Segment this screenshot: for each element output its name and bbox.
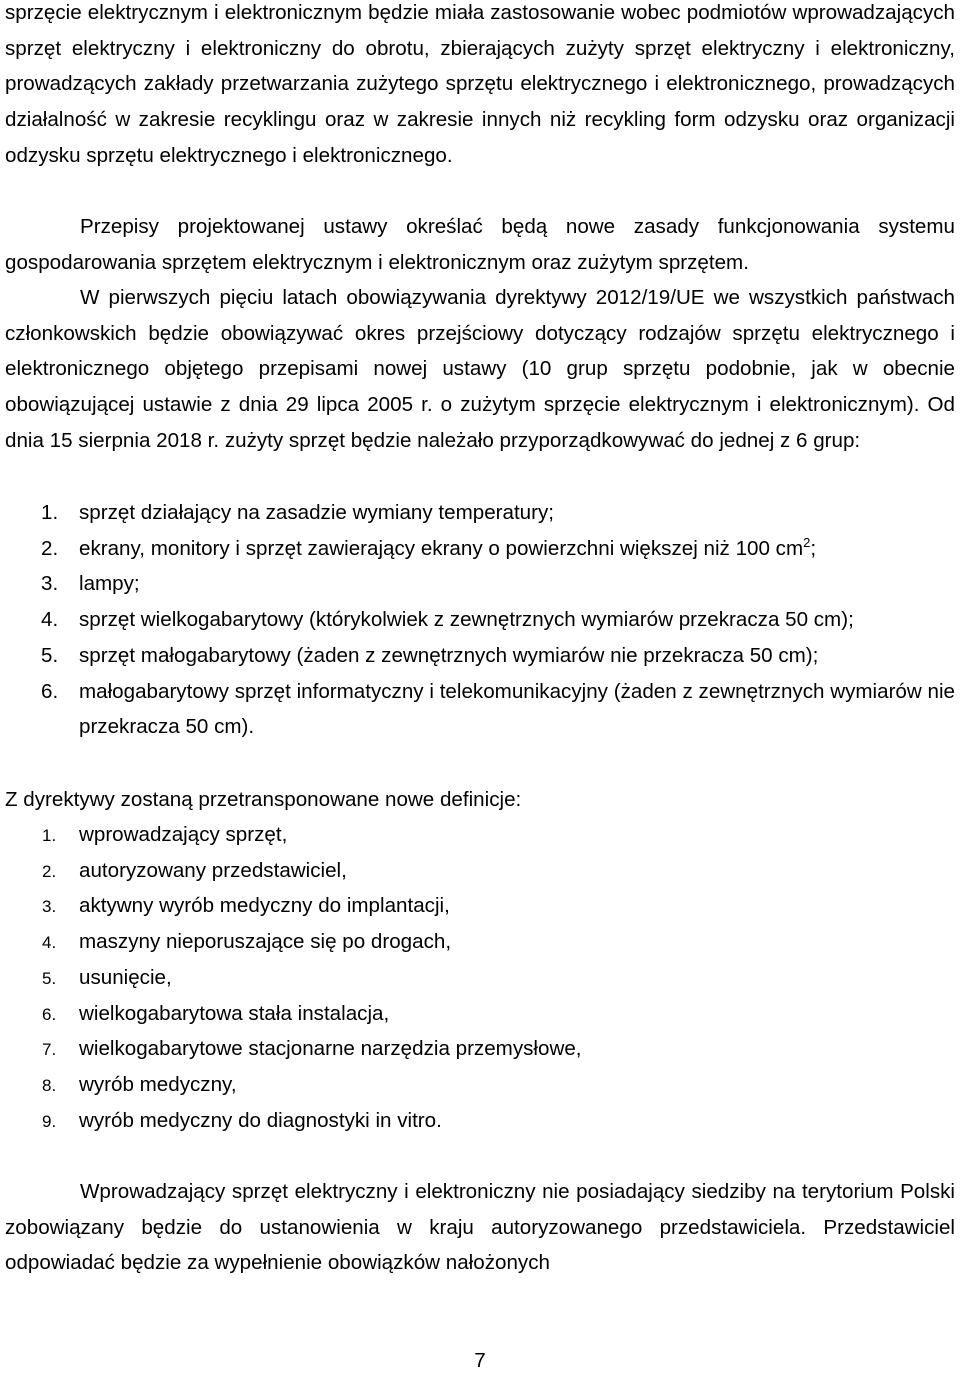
list-number: 5. — [41, 643, 59, 667]
list-number: 4. — [42, 933, 57, 953]
list-item — [5, 1031, 955, 1067]
list-item — [5, 853, 955, 889]
list-number: 6. — [41, 679, 59, 703]
list-number: 5. — [42, 968, 57, 988]
list-text: lampy; — [79, 572, 140, 596]
list-text: wyrób medyczny do diagnostyki in vitro. — [79, 1108, 442, 1132]
list-text-tail: ; — [810, 536, 817, 560]
list-text: wyrób medyczny, — [79, 1072, 237, 1096]
list-number: 6. — [42, 1004, 57, 1024]
list-item — [5, 638, 955, 674]
list-text: ekrany, monitory i sprzęt zawierający ekrany o powierzchni większej niż 100 cm — [79, 536, 804, 560]
list-number: 3. — [41, 572, 59, 596]
list-item — [5, 924, 955, 960]
list-number: 1. — [41, 501, 59, 524]
list-text: usunięcie, — [79, 965, 172, 989]
superscript: 2 — [803, 534, 811, 550]
list-item — [5, 1103, 955, 1139]
list-item — [5, 566, 955, 602]
list-number: 3. — [42, 897, 57, 917]
list-item — [5, 531, 955, 567]
paragraph-authorized-representative: Wprowadzający sprzęt elektryczny i elektroniczny nie posiadający siedziby na terytorium Polski zobowiązany będzie do ustanowienia w kraju autoryzowanego przedstawiciela. Przedstawiciel odpowiadać będzie za wypełnienie obowiązków nałożonych — [5, 1180, 955, 1275]
list-item — [5, 888, 955, 924]
list-number: 2. — [42, 861, 57, 881]
list-number: 1. — [42, 826, 57, 845]
list-item — [5, 817, 955, 853]
paragraph-transition-period: W pierwszych pięciu latach obowiązywania dyrektywy 2012/19/UE we wszystkich państwach członkowskich będzie obowiązywać okres przejściowy dotyczący rodzajów sprzętu elektrycznego i elektronicznego objętego przepisami nowej ustawy (10 grup sprzętu podobnie, jak w obecnie obowiązującej ustawie z dnia 29 lipca 2005 r. o zużytym sprzęcie elektrycznym i elektronicznym). Od dnia 15 sierpnia 2018 r. zużyty sprzęt będzie należało przyporządkowywać do jednej z 6 grup: — [5, 286, 955, 452]
list-item — [5, 674, 955, 745]
list-text: sprzęt działający na zasadzie wymiany temperatury; — [79, 501, 555, 524]
list-text: aktywny wyrób medyczny do implantacji, — [79, 894, 450, 918]
list-item — [5, 1067, 955, 1103]
page-number: 7 — [474, 1349, 486, 1372]
equipment-groups-list — [5, 495, 955, 745]
list-text: sprzęt wielkogabarytowy (którykolwiek z zewnętrznych wymiarów przekracza 50 cm); — [79, 608, 854, 632]
list-text: wprowadzający sprzęt, — [79, 823, 288, 846]
list-text: autoryzowany przedstawiciel, — [79, 858, 347, 882]
paragraph-scope: sprzęcie elektrycznym i elektronicznym będzie miała zastosowanie wobec podmiotów wprowadzających sprzęt elektryczny i elektroniczny do obrotu, zbierających zużyty sprzęt elektryczny i elektroniczny, prowadzących zakłady przetwarzania zużytego sprzętu elektrycznego i elektronicznego, prowadzących działalność w zakresie recyklingu oraz w zakresie innych niż recykling form odzysku oraz organizacji odzysku sprzętu elektrycznego i elektronicznego. — [5, 1, 955, 167]
list-item — [5, 960, 955, 996]
list-item — [5, 495, 955, 531]
paragraph-new-rules: Przepisy projektowanej ustawy określać będą nowe zasady funkcjonowania systemu gospodarowania sprzętem elektrycznym i elektronicznym oraz zużytym sprzętem. — [5, 215, 955, 274]
list-number: 9. — [42, 1111, 57, 1131]
list-text: wielkogabarytowa stała instalacja, — [79, 1001, 390, 1025]
definitions-list — [5, 817, 955, 1138]
list-text: sprzęt małogabarytowy (żaden z zewnętrznych wymiarów nie przekracza 50 cm); — [79, 643, 819, 667]
list-number: 4. — [41, 608, 59, 632]
definitions-intro: Z dyrektywy zostaną przetransponowane nowe definicje: — [5, 788, 522, 811]
list-number: 2. — [41, 536, 59, 560]
list-number: 8. — [42, 1075, 57, 1095]
list-item — [5, 996, 955, 1032]
list-text: maszyny nieporuszające się po drogach, — [79, 930, 452, 954]
list-text: małogabarytowy sprzęt informatyczny i telekomunikacyjny (żaden z zewnętrznych wymiarów nie przekracza 50 cm). — [79, 679, 955, 739]
list-number: 7. — [42, 1040, 57, 1060]
list-item — [5, 602, 955, 638]
list-text: wielkogabarytowe stacjonarne narzędzia przemysłowe, — [79, 1037, 582, 1061]
